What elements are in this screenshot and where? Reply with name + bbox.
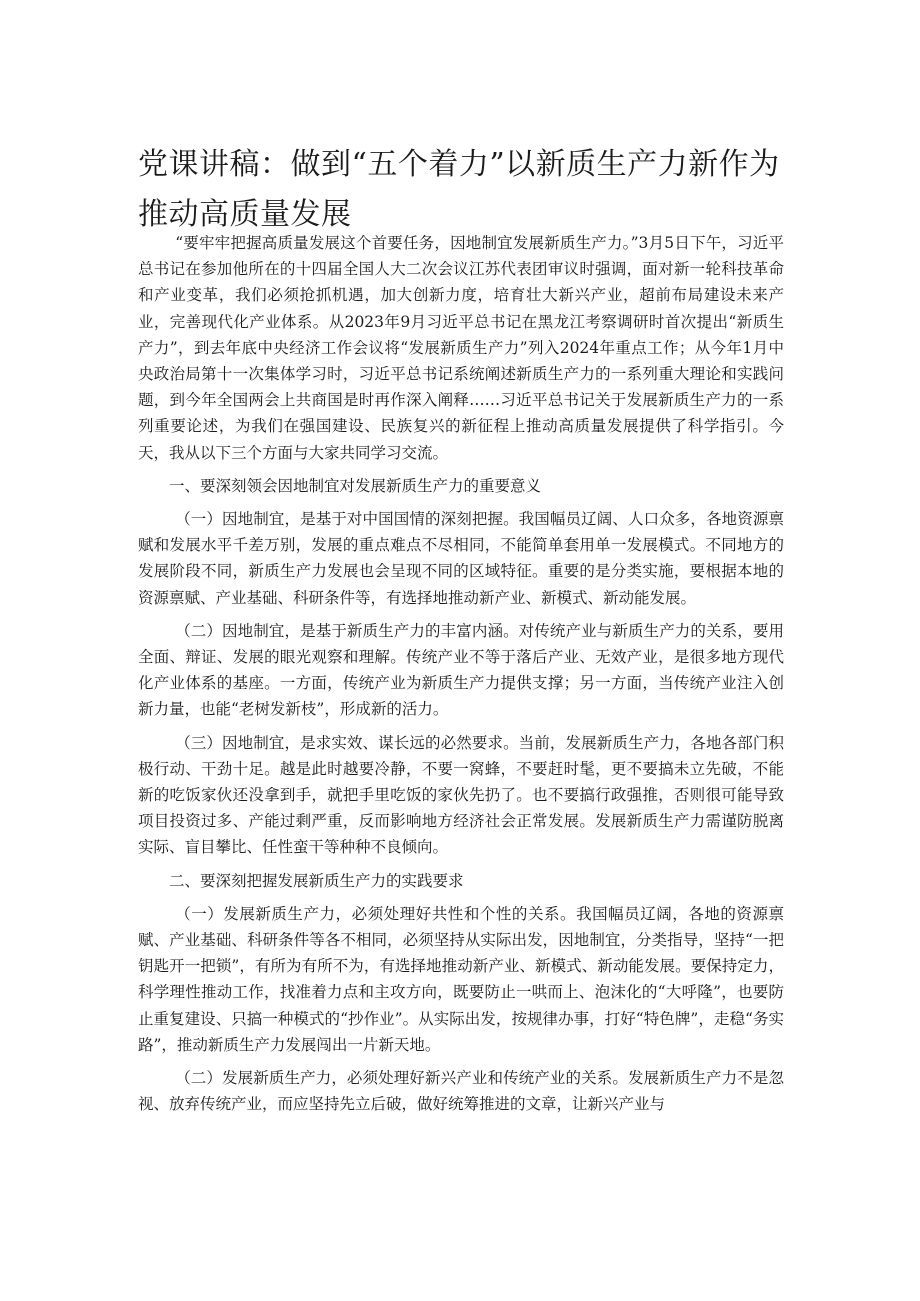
body-paragraph: （三）因地制宜，是求实效、谋长远的必然要求。当前，发展新质生产力，各地各部门积极行动、干劲十足。越是此时越要冷静，不要一窝蜂，不要赶时髦，更不要搞未立先破，不能新的吃饭家伙还没拿到手，就把手里吃饭的家伙先扔了。也不要搞行政强推，否则很可能导致项目投资过多、产能过剩严重，反而影响地方经济社会正常发展。发展新质生产力需谨防脱离实际、盲目攀比、任性蛮干等种种不良倾向。 xyxy=(138,733,784,857)
section-heading-1: 一、要深刻领会因地制宜对发展新质生产力的重要意义 xyxy=(169,476,542,495)
section-heading-2: 二、要深刻把握发展新质生产力的实践要求 xyxy=(169,871,464,890)
body-paragraph: （一）发展新质生产力，必须处理好共性和个性的关系。我国幅员辽阔，各地的资源禀赋、产业基础、科研条件等各不相同，必须坚持从实际出发，因地制宜，分类指导，坚持“一把钥匙开一把锁”，有所为有所不为，有选择地推动新产业、新模式、新动能发展。要保持定力，科学理性推动工作，找准着力点和主攻方向，既要防止一哄而上、泡沫化的“大呼隆”，也要防止重复建设、只搞一种模式的“抄作业”。从实际出发，按规律办事，打好“特色牌”，走稳“务实路”，推动新质生产力发展闯出一片新天地。 xyxy=(138,904,784,1054)
body-paragraph: （一）因地制宜，是基于对中国国情的深刻把握。我国幅员辽阔、人口众多，各地资源禀赋和发展水平千差万别，发展的重点难点不尽相同，不能简单套用单一发展模式。不同地方的发展阶段不同，新质生产力发展也会呈现不同的区域特征。重要的是分类实施，要根据本地的资源禀赋、产业基础、科研条件等，有选择地推动新产业、新模式、新动能发展。 xyxy=(138,510,784,607)
intro-paragraph: “要牢牢把握高质量发展这个首要任务，因地制宜发展新质生产力。”3月5日下午，习近平总书记在参加他所在的十四届全国人大二次会议江苏代表团审议时强调，面对新一轮科技革命和产业变革，我们必须抢抓机遇，加大创新力度，培育壮大新兴产业，超前布局建设未来产业，完善现代化产业体系。从2023年9月习近平总书记在黑龙江考察调研时首次提出“新质生产力”，到去年底中央经济工作会议将“发展新质生产力”列入2024年重点工作；从今年1月中央政治局第十一次集体学习时，习近平总书记系统阐述新质生产力的一系列重大理论和实践问题，到今年全国两会上共商国是时再作深入阐释……习近平总书记关于发展新质生产力的一系列重要论述，为我们在强国建设、民族复兴的新征程上推动高质量发展提供了科学指引。今天，我从以下三个方面与大家共同学习交流。 xyxy=(138,234,784,462)
document-title xyxy=(138,140,798,240)
document-body xyxy=(138,230,784,1125)
title-line-2: 推动高质量发展 xyxy=(138,197,352,232)
body-paragraph: （二）因地制宜，是基于新质生产力的丰富内涵。对传统产业与新质生产力的关系，要用全面、辩证、发展的眼光观察和理解。传统产业不等于落后产业、无效产业，是很多地方现代化产业体系的基座。一方面，传统产业为新质生产力提供支撑；另一方面，当传统产业注入创新力量，也能“老树发新枝”，形成新的活力。 xyxy=(138,621,784,719)
title-line-1: 党课讲稿：做到“五个着力”以新质生产力新作为 xyxy=(138,147,780,182)
body-paragraph: （二）发展新质生产力，必须处理好新兴产业和传统产业的关系。发展新质生产力不是忽视、放弃传统产业，而应坚持先立后破，做好统筹推进的文章，让新兴产业与 xyxy=(138,1069,784,1114)
